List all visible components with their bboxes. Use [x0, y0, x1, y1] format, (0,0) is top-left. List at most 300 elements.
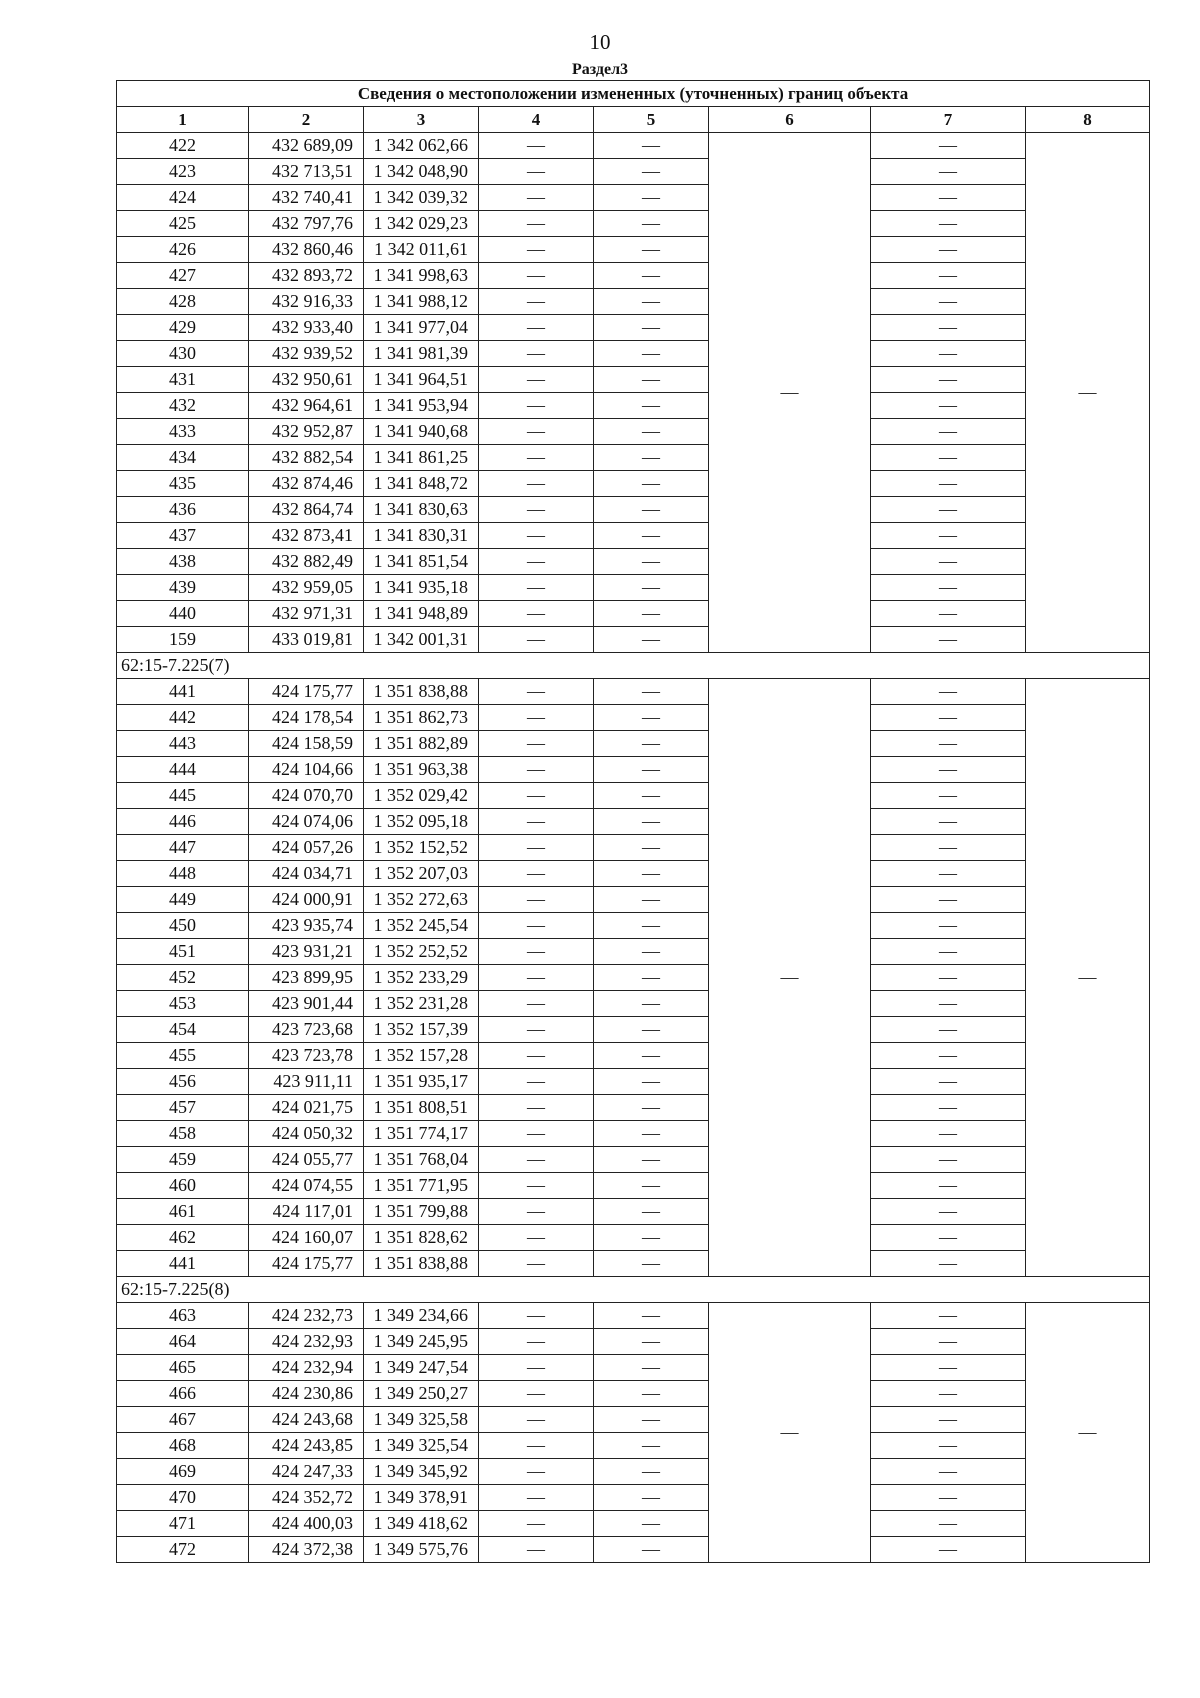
column-header: 5 [594, 107, 709, 133]
coordinate-y: 1 341 953,94 [364, 393, 479, 419]
point-number: 433 [117, 419, 249, 445]
coordinate-y: 1 352 272,63 [364, 887, 479, 913]
coordinate-y: 1 351 771,95 [364, 1173, 479, 1199]
cadastral-row [117, 653, 1150, 679]
coordinate-x: 432 971,31 [249, 601, 364, 627]
table-row [117, 835, 1150, 861]
col-5-dash: — [594, 367, 709, 393]
coordinate-y: 1 341 964,51 [364, 367, 479, 393]
coordinate-x: 432 893,72 [249, 263, 364, 289]
col-7-dash: — [871, 1459, 1026, 1485]
coordinate-y: 1 351 808,51 [364, 1095, 479, 1121]
col-5-dash: — [594, 679, 709, 705]
coordinate-y: 1 349 234,66 [364, 1303, 479, 1329]
col-5-dash: — [594, 471, 709, 497]
col-4-dash: — [479, 1537, 594, 1563]
col-5-dash: — [594, 211, 709, 237]
coordinate-y: 1 352 029,42 [364, 783, 479, 809]
table-row [117, 445, 1150, 471]
coordinate-x: 424 232,93 [249, 1329, 364, 1355]
coordinate-y: 1 352 157,39 [364, 1017, 479, 1043]
col-4-dash: — [479, 1329, 594, 1355]
coordinate-x: 424 175,77 [249, 1251, 364, 1277]
coordinate-x: 424 232,94 [249, 1355, 364, 1381]
table-row [117, 1043, 1150, 1069]
col-4-dash: — [479, 1095, 594, 1121]
col-5-dash: — [594, 445, 709, 471]
coordinate-x: 424 055,77 [249, 1147, 364, 1173]
coordinate-x: 423 723,68 [249, 1017, 364, 1043]
col-7-dash: — [871, 601, 1026, 627]
coordinate-x: 432 952,87 [249, 419, 364, 445]
col-5-dash: — [594, 159, 709, 185]
col-4-dash: — [479, 237, 594, 263]
col-5-dash: — [594, 1199, 709, 1225]
point-number: 423 [117, 159, 249, 185]
col-7-dash: — [871, 1485, 1026, 1511]
point-number: 470 [117, 1485, 249, 1511]
col-7-dash: — [871, 471, 1026, 497]
table-row [117, 1225, 1150, 1251]
col-4-dash: — [479, 809, 594, 835]
coordinate-x: 424 243,68 [249, 1407, 364, 1433]
point-number: 464 [117, 1329, 249, 1355]
point-number: 452 [117, 965, 249, 991]
table-row [117, 809, 1150, 835]
coordinate-y: 1 352 233,29 [364, 965, 479, 991]
col-7-dash: — [871, 367, 1026, 393]
coordinate-y: 1 351 882,89 [364, 731, 479, 757]
coordinate-x: 432 964,61 [249, 393, 364, 419]
table-row [117, 1329, 1150, 1355]
coordinate-x: 424 074,55 [249, 1173, 364, 1199]
coordinate-x: 432 939,52 [249, 341, 364, 367]
coordinate-y: 1 352 152,52 [364, 835, 479, 861]
table-row [117, 913, 1150, 939]
point-number: 468 [117, 1433, 249, 1459]
col-4-dash: — [479, 445, 594, 471]
col-5-dash: — [594, 1173, 709, 1199]
point-number: 454 [117, 1017, 249, 1043]
coordinate-x: 424 178,54 [249, 705, 364, 731]
col-4-dash: — [479, 861, 594, 887]
col-4-dash: — [479, 887, 594, 913]
coordinate-x: 424 074,06 [249, 809, 364, 835]
point-number: 427 [117, 263, 249, 289]
table-row [117, 1147, 1150, 1173]
col-7-dash: — [871, 393, 1026, 419]
table-row [117, 601, 1150, 627]
cadastral-row [117, 1277, 1150, 1303]
col-7-dash: — [871, 1511, 1026, 1537]
col-7-dash: — [871, 1017, 1026, 1043]
cadastral-number: 62:15-7.225(8) [117, 1277, 1150, 1303]
col-5-dash: — [594, 965, 709, 991]
col-7-dash: — [871, 965, 1026, 991]
col-4-dash: — [479, 1355, 594, 1381]
col-4-dash: — [479, 263, 594, 289]
coordinate-x: 432 689,09 [249, 133, 364, 159]
table-row [117, 1069, 1150, 1095]
table-row [117, 289, 1150, 315]
col-5-dash: — [594, 1407, 709, 1433]
point-number: 429 [117, 315, 249, 341]
col-5-dash: — [594, 1147, 709, 1173]
coordinate-y: 1 341 988,12 [364, 289, 479, 315]
coordinate-y: 1 349 325,54 [364, 1433, 479, 1459]
coordinate-x: 432 864,74 [249, 497, 364, 523]
coordinate-y: 1 351 838,88 [364, 1251, 479, 1277]
col-7-dash: — [871, 1199, 1026, 1225]
col-4-dash: — [479, 705, 594, 731]
point-number: 461 [117, 1199, 249, 1225]
col-4-dash: — [479, 965, 594, 991]
col-5-dash: — [594, 1069, 709, 1095]
col-7-dash: — [871, 757, 1026, 783]
col-4-dash: — [479, 341, 594, 367]
coordinate-x: 424 232,73 [249, 1303, 364, 1329]
col-7-dash: — [871, 705, 1026, 731]
coordinate-x: 423 911,11 [249, 1069, 364, 1095]
coordinate-x: 424 158,59 [249, 731, 364, 757]
point-number: 456 [117, 1069, 249, 1095]
coordinate-y: 1 341 935,18 [364, 575, 479, 601]
page-number: 10 [589, 30, 611, 54]
table-row [117, 549, 1150, 575]
col-4-dash: — [479, 289, 594, 315]
col-5-dash: — [594, 1459, 709, 1485]
col-7-dash: — [871, 783, 1026, 809]
col-4-dash: — [479, 1043, 594, 1069]
col-4-dash: — [479, 1381, 594, 1407]
col-7-dash: — [871, 1537, 1026, 1563]
point-number: 460 [117, 1173, 249, 1199]
coordinate-x: 432 933,40 [249, 315, 364, 341]
point-number: 443 [117, 731, 249, 757]
col-4-dash: — [479, 315, 594, 341]
point-number: 426 [117, 237, 249, 263]
col-7-dash: — [871, 1251, 1026, 1277]
coordinate-x: 424 175,77 [249, 679, 364, 705]
table-row [117, 1537, 1150, 1563]
point-number: 449 [117, 887, 249, 913]
point-number: 462 [117, 1225, 249, 1251]
col-7-dash: — [871, 991, 1026, 1017]
section-title: Раздел3 [571, 61, 629, 78]
coordinate-y: 1 341 998,63 [364, 263, 479, 289]
col-5-dash: — [594, 1251, 709, 1277]
table-row [117, 367, 1150, 393]
col-4-dash: — [479, 757, 594, 783]
coordinate-y: 1 349 418,62 [364, 1511, 479, 1537]
coordinate-x: 432 860,46 [249, 237, 364, 263]
col-7-dash: — [871, 289, 1026, 315]
col-5-dash: — [594, 1017, 709, 1043]
coordinate-x: 424 104,66 [249, 757, 364, 783]
col-4-dash: — [479, 601, 594, 627]
col-5-dash: — [594, 809, 709, 835]
coordinate-x: 432 873,41 [249, 523, 364, 549]
col-4-dash: — [479, 1069, 594, 1095]
col-7-dash: — [871, 315, 1026, 341]
coordinate-y: 1 341 977,04 [364, 315, 479, 341]
coordinate-x: 423 899,95 [249, 965, 364, 991]
coordinate-y: 1 351 862,73 [364, 705, 479, 731]
coordinate-y: 1 349 325,58 [364, 1407, 479, 1433]
col-5-dash: — [594, 1381, 709, 1407]
col-4-dash: — [479, 367, 594, 393]
col-5-dash: — [594, 289, 709, 315]
col-7-dash: — [871, 835, 1026, 861]
col-7-dash: — [871, 159, 1026, 185]
col-5-dash: — [594, 1095, 709, 1121]
col-4-dash: — [479, 1173, 594, 1199]
table-row [117, 887, 1150, 913]
col-8-dash: — [1026, 679, 1150, 1277]
coordinate-y: 1 341 830,31 [364, 523, 479, 549]
point-number: 445 [117, 783, 249, 809]
point-number: 471 [117, 1511, 249, 1537]
col-7-dash: — [871, 185, 1026, 211]
column-header-row [117, 107, 1150, 133]
col-7-dash: — [871, 913, 1026, 939]
col-4-dash: — [479, 679, 594, 705]
col-5-dash: — [594, 1329, 709, 1355]
col-7-dash: — [871, 133, 1026, 159]
col-5-dash: — [594, 1355, 709, 1381]
col-7-dash: — [871, 1069, 1026, 1095]
col-4-dash: — [479, 497, 594, 523]
table-row [117, 1485, 1150, 1511]
col-7-dash: — [871, 1433, 1026, 1459]
col-5-dash: — [594, 991, 709, 1017]
coordinate-x: 432 916,33 [249, 289, 364, 315]
coordinate-x: 423 935,74 [249, 913, 364, 939]
point-number: 448 [117, 861, 249, 887]
column-header: 2 [249, 107, 364, 133]
cadastral-number: 62:15-7.225(7) [117, 653, 1150, 679]
table-row [117, 1381, 1150, 1407]
point-number: 459 [117, 1147, 249, 1173]
coordinate-x: 432 740,41 [249, 185, 364, 211]
point-number: 453 [117, 991, 249, 1017]
col-6-dash: — [709, 679, 871, 1277]
col-4-dash: — [479, 783, 594, 809]
column-header: 3 [364, 107, 479, 133]
column-header: 7 [871, 107, 1026, 133]
col-4-dash: — [479, 1433, 594, 1459]
point-number: 435 [117, 471, 249, 497]
table-body [117, 81, 1150, 1563]
coordinate-y: 1 342 048,90 [364, 159, 479, 185]
coordinate-x: 424 230,86 [249, 1381, 364, 1407]
coordinate-y: 1 352 252,52 [364, 939, 479, 965]
table-row [117, 939, 1150, 965]
col-7-dash: — [871, 575, 1026, 601]
coordinate-x: 432 713,51 [249, 159, 364, 185]
coordinate-x: 424 057,26 [249, 835, 364, 861]
col-7-dash: — [871, 1329, 1026, 1355]
col-5-dash: — [594, 627, 709, 653]
coordinate-x: 424 160,07 [249, 1225, 364, 1251]
col-4-dash: — [479, 835, 594, 861]
col-4-dash: — [479, 1303, 594, 1329]
col-5-dash: — [594, 913, 709, 939]
coordinate-x: 424 000,91 [249, 887, 364, 913]
coordinate-y: 1 342 039,32 [364, 185, 479, 211]
table-row [117, 575, 1150, 601]
col-4-dash: — [479, 939, 594, 965]
point-number: 424 [117, 185, 249, 211]
table-row [117, 679, 1150, 705]
col-4-dash: — [479, 159, 594, 185]
coordinate-y: 1 342 011,61 [364, 237, 479, 263]
col-5-dash: — [594, 237, 709, 263]
table-row [117, 627, 1150, 653]
col-5-dash: — [594, 185, 709, 211]
col-6-dash: — [709, 133, 871, 653]
table-row [117, 1095, 1150, 1121]
coordinate-y: 1 341 830,63 [364, 497, 479, 523]
coordinate-x: 423 723,78 [249, 1043, 364, 1069]
point-number: 439 [117, 575, 249, 601]
coordinate-x: 423 931,21 [249, 939, 364, 965]
col-7-dash: — [871, 861, 1026, 887]
col-7-dash: — [871, 263, 1026, 289]
coordinate-y: 1 341 981,39 [364, 341, 479, 367]
column-header: 4 [479, 107, 594, 133]
coordinate-y: 1 341 940,68 [364, 419, 479, 445]
coordinate-x: 424 050,32 [249, 1121, 364, 1147]
coordinate-y: 1 349 245,95 [364, 1329, 479, 1355]
col-5-dash: — [594, 575, 709, 601]
point-number: 436 [117, 497, 249, 523]
col-4-dash: — [479, 1407, 594, 1433]
col-5-dash: — [594, 705, 709, 731]
col-5-dash: — [594, 1485, 709, 1511]
point-number: 430 [117, 341, 249, 367]
coordinate-x: 424 117,01 [249, 1199, 364, 1225]
col-5-dash: — [594, 263, 709, 289]
col-4-dash: — [479, 1459, 594, 1485]
point-number: 467 [117, 1407, 249, 1433]
col-7-dash: — [871, 887, 1026, 913]
table-row [117, 1511, 1150, 1537]
coordinate-x: 432 882,54 [249, 445, 364, 471]
col-7-dash: — [871, 679, 1026, 705]
col-5-dash: — [594, 1433, 709, 1459]
col-5-dash: — [594, 1043, 709, 1069]
col-4-dash: — [479, 211, 594, 237]
col-5-dash: — [594, 1511, 709, 1537]
column-header: 1 [117, 107, 249, 133]
point-number: 442 [117, 705, 249, 731]
coordinate-x: 424 034,71 [249, 861, 364, 887]
col-5-dash: — [594, 1225, 709, 1251]
col-7-dash: — [871, 809, 1026, 835]
point-number: 432 [117, 393, 249, 419]
coordinate-y: 1 351 935,17 [364, 1069, 479, 1095]
point-number: 440 [117, 601, 249, 627]
point-number: 469 [117, 1459, 249, 1485]
coordinate-x: 424 021,75 [249, 1095, 364, 1121]
col-7-dash: — [871, 731, 1026, 757]
coordinate-x: 424 352,72 [249, 1485, 364, 1511]
col-7-dash: — [871, 1173, 1026, 1199]
column-header: 6 [709, 107, 871, 133]
coordinate-y: 1 352 157,28 [364, 1043, 479, 1069]
col-4-dash: — [479, 991, 594, 1017]
point-number: 463 [117, 1303, 249, 1329]
col-5-dash: — [594, 419, 709, 445]
coordinate-y: 1 352 245,54 [364, 913, 479, 939]
table-row [117, 497, 1150, 523]
point-number: 451 [117, 939, 249, 965]
coordinate-x: 424 243,85 [249, 1433, 364, 1459]
col-4-dash: — [479, 1485, 594, 1511]
table-row [117, 419, 1150, 445]
table-row [117, 471, 1150, 497]
col-4-dash: — [479, 549, 594, 575]
point-number: 159 [117, 627, 249, 653]
table-row [117, 1251, 1150, 1277]
col-8-dash: — [1026, 1303, 1150, 1563]
point-number: 446 [117, 809, 249, 835]
coordinate-y: 1 351 828,62 [364, 1225, 479, 1251]
coordinate-x: 432 959,05 [249, 575, 364, 601]
col-7-dash: — [871, 211, 1026, 237]
col-4-dash: — [479, 393, 594, 419]
coordinate-y: 1 351 774,17 [364, 1121, 479, 1147]
col-5-dash: — [594, 601, 709, 627]
col-7-dash: — [871, 1043, 1026, 1069]
point-number: 472 [117, 1537, 249, 1563]
table-row [117, 1433, 1150, 1459]
table-row [117, 1173, 1150, 1199]
col-4-dash: — [479, 185, 594, 211]
table-row [117, 861, 1150, 887]
col-5-dash: — [594, 549, 709, 575]
column-header: 8 [1026, 107, 1150, 133]
point-number: 441 [117, 679, 249, 705]
point-number: 441 [117, 1251, 249, 1277]
table-row [117, 731, 1150, 757]
table-row [117, 263, 1150, 289]
table-row [117, 1407, 1150, 1433]
col-5-dash: — [594, 939, 709, 965]
col-7-dash: — [871, 1303, 1026, 1329]
coordinate-y: 1 342 062,66 [364, 133, 479, 159]
table-row [117, 1303, 1150, 1329]
point-number: 438 [117, 549, 249, 575]
coordinate-x: 432 950,61 [249, 367, 364, 393]
table-heading-row [117, 81, 1150, 107]
table-row [117, 1199, 1150, 1225]
table-row [117, 1121, 1150, 1147]
col-7-dash: — [871, 1381, 1026, 1407]
coordinate-y: 1 351 768,04 [364, 1147, 479, 1173]
table-row [117, 757, 1150, 783]
col-7-dash: — [871, 1121, 1026, 1147]
coordinate-y: 1 349 345,92 [364, 1459, 479, 1485]
table-row [117, 1017, 1150, 1043]
col-7-dash: — [871, 237, 1026, 263]
point-number: 434 [117, 445, 249, 471]
table-row [117, 133, 1150, 159]
col-7-dash: — [871, 523, 1026, 549]
col-7-dash: — [871, 341, 1026, 367]
col-4-dash: — [479, 1121, 594, 1147]
